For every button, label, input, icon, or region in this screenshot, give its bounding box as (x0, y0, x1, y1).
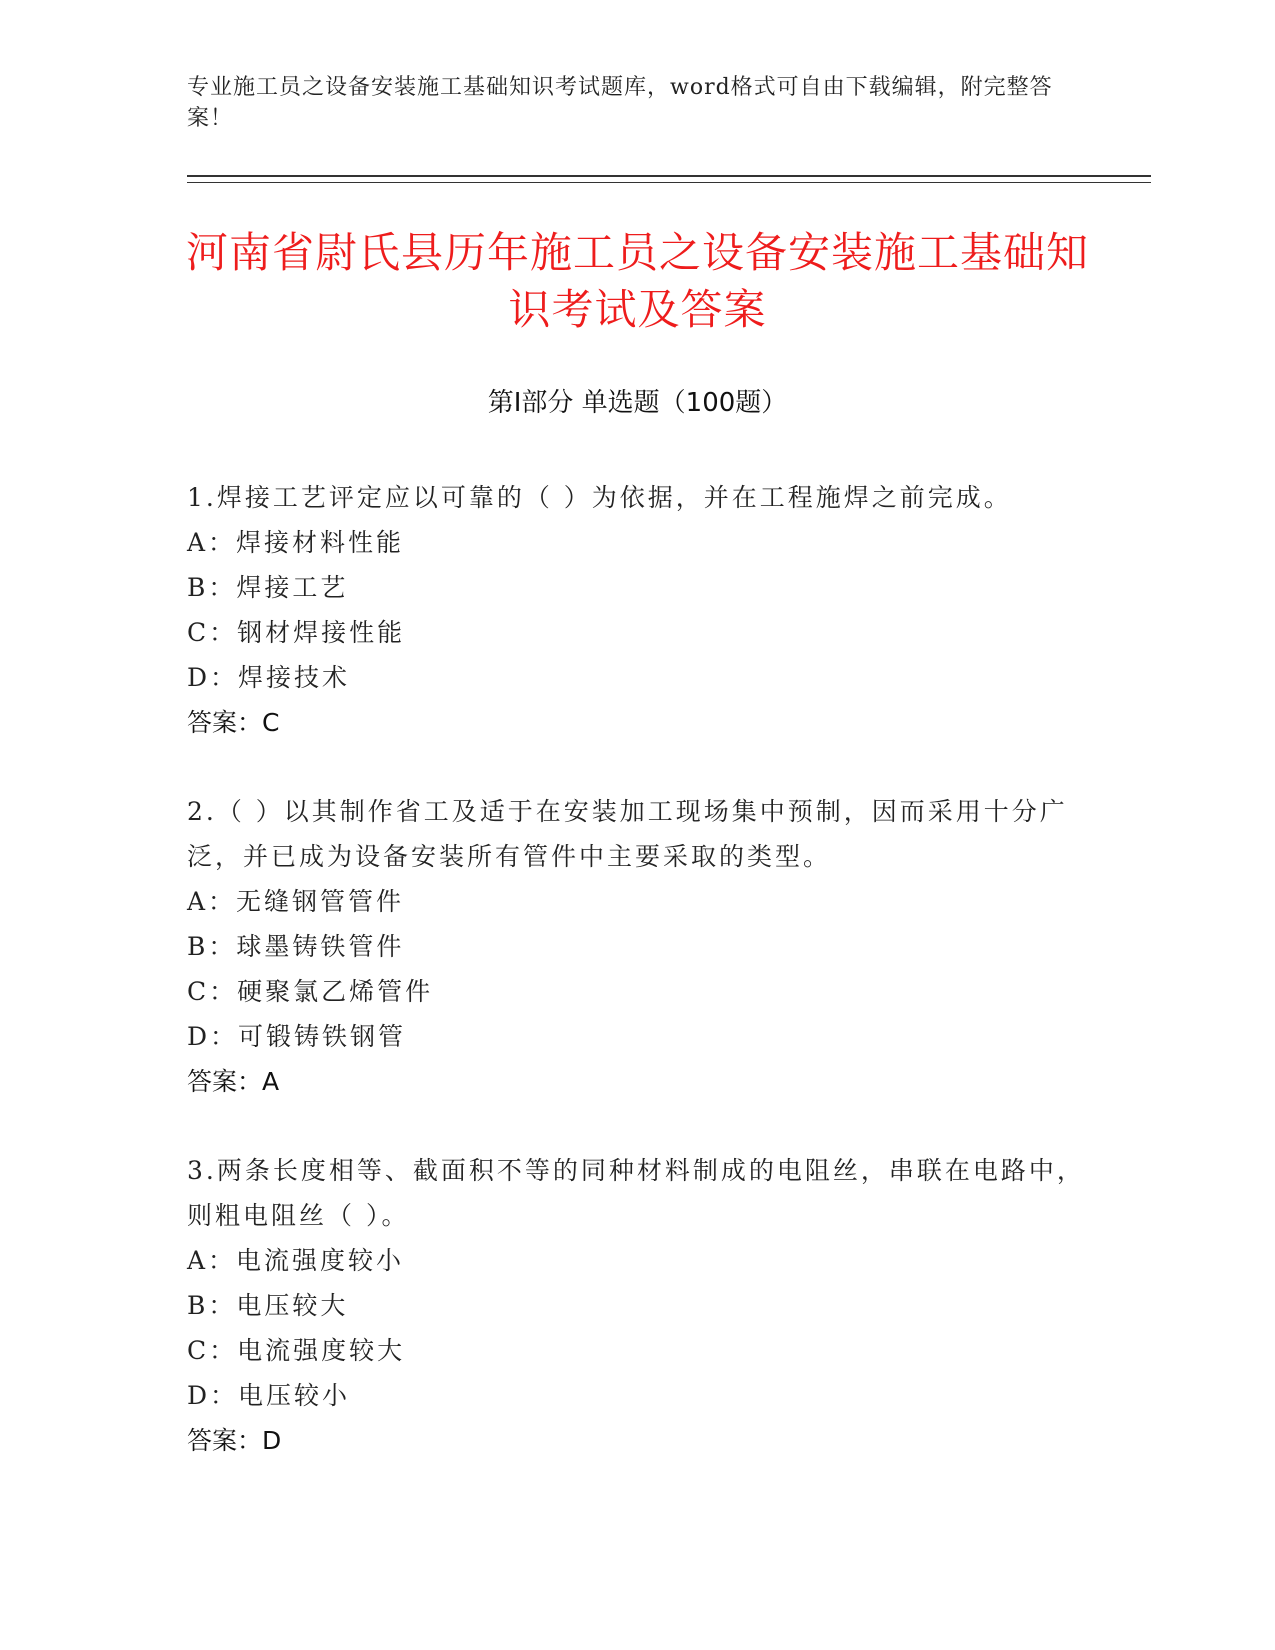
answer-line: 答案：A (187, 1067, 280, 1096)
option-d: D：可锻铸铁钢管 (187, 1022, 407, 1051)
question-stem: 3.两条长度相等、截面积不等的同种材料制成的电阻丝，串联在电路中，则粗电阻丝（ ）。 (187, 1156, 1085, 1230)
option-c: C：硬聚氯乙烯管件 (187, 977, 434, 1006)
option-d: D：焊接技术 (187, 663, 351, 692)
answer-line: 答案：D (187, 1426, 282, 1455)
option-c: C：电流强度较大 (187, 1336, 406, 1365)
option-b: B：焊接工艺 (187, 573, 349, 602)
document-title: 河南省尉氏县历年施工员之设备安装施工基础知识考试及答案 (185, 228, 1089, 334)
option-a: A：焊接材料性能 (187, 528, 405, 557)
option-d: D：电压较小 (187, 1381, 351, 1410)
option-a: A：无缝钢管管件 (187, 887, 405, 916)
section-heading: 第Ⅰ部分 单选题（100题） (487, 388, 788, 418)
question-stem: 1.焊接工艺评定应以可靠的（ ）为依据，并在工程施焊之前完成。 (187, 483, 1012, 512)
header-note: 专业施工员之设备安装施工基础知识考试题库，word格式可自由下载编辑，附完整答案！ (187, 75, 1053, 131)
question-1 (187, 475, 1087, 745)
header-divider-thick (187, 175, 1151, 177)
question-2 (187, 789, 1087, 1104)
option-b: B：电压较大 (187, 1291, 349, 1320)
option-b: B：球墨铸铁管件 (187, 932, 405, 961)
header-divider-thin (187, 182, 1151, 183)
question-3 (187, 1148, 1087, 1463)
answer-line: 答案：C (187, 708, 280, 737)
question-stem: 2.（ ）以其制作省工及适于在安装加工现场集中预制，因而采用十分广泛，并已成为设备安装所有管件中主要采取的类型。 (187, 797, 1068, 871)
option-a: A：电流强度较小 (187, 1246, 405, 1275)
option-c: C：钢材焊接性能 (187, 618, 406, 647)
question-list (187, 475, 1087, 1507)
